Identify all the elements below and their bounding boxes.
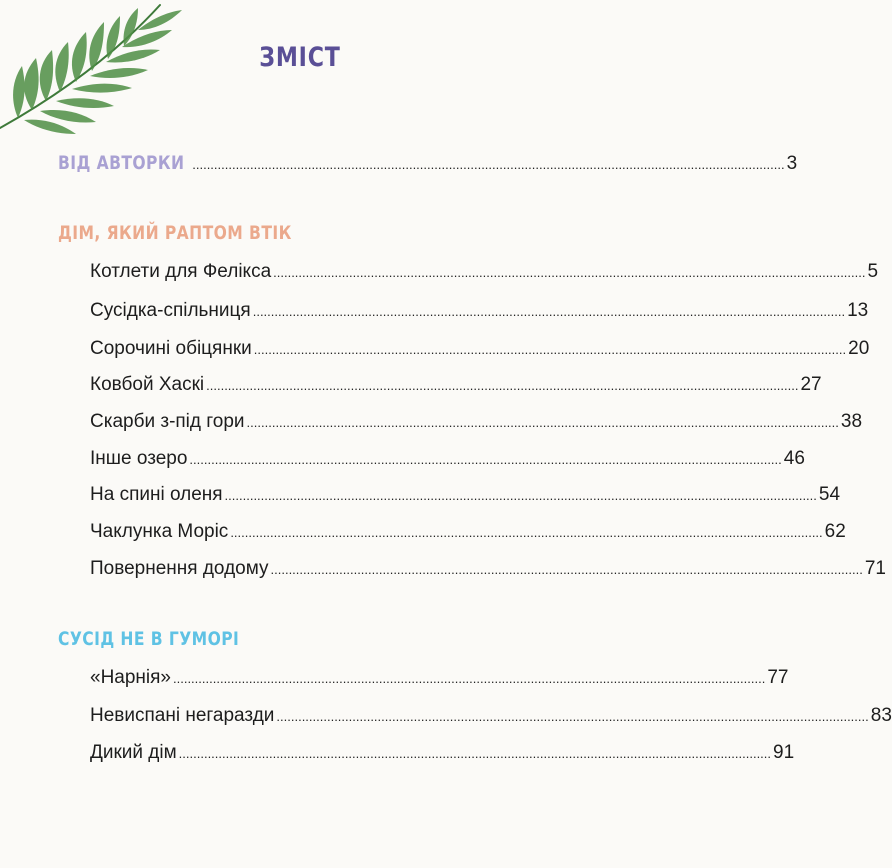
toc-entry[interactable] [90, 336, 870, 362]
entry-page: 27 [800, 374, 822, 395]
entry-label: Невиспані негаразди [90, 705, 275, 726]
entry-page: 20 [848, 338, 870, 359]
entry-page: 83 [870, 705, 892, 726]
toc-entry-intro[interactable] [58, 150, 798, 176]
entry-page: 77 [767, 667, 789, 688]
entry-label: Сорочині обіцянки [90, 338, 252, 359]
toc-entry[interactable] [90, 556, 886, 582]
leader-dots: .................................................................................................................................................................... [224, 488, 817, 503]
toc-entry[interactable] [90, 446, 805, 472]
entry-label: Повернення додому [90, 558, 269, 579]
section-heading-2: СУСІД НЕ В ГУМОРІ [58, 628, 240, 650]
toc-entry[interactable] [90, 665, 789, 691]
leader-dots: .................................................................................................................................................................... [273, 265, 866, 280]
section-heading-1: ДІМ, ЯКИЙ РАПТОМ ВТІК [58, 222, 292, 244]
intro-label: ВІД АВТОРКИ [58, 152, 185, 174]
entry-page: 13 [847, 300, 869, 321]
entry-label: Інше озеро [90, 448, 188, 469]
entry-label: Котлети для Фелікса [90, 261, 272, 282]
leader-dots: .................................................................................................................................................................... [192, 157, 785, 172]
entry-label: Сусідка-спільниця [90, 300, 251, 321]
toc-entry[interactable] [90, 519, 846, 545]
leader-dots: .................................................................................................................................................................... [178, 746, 772, 761]
leader-dots: .................................................................................................................................................................... [253, 342, 847, 357]
entry-page: 46 [783, 448, 805, 469]
toc-entry[interactable] [90, 372, 822, 398]
entry-label: «Нарнія» [90, 667, 171, 688]
intro-page: 3 [786, 153, 798, 174]
entry-page: 91 [773, 742, 795, 763]
toc-entry[interactable] [90, 740, 795, 766]
toc-entry[interactable] [90, 409, 863, 435]
entry-page: 71 [864, 558, 886, 579]
entry-label: На спині оленя [90, 484, 223, 505]
entry-page: 38 [840, 411, 863, 432]
page-title: ЗМІСТ [259, 42, 341, 73]
entry-label: Дикий дім [90, 742, 177, 763]
toc-entry[interactable] [90, 298, 869, 324]
leader-dots: .................................................................................................................................................................... [206, 378, 799, 393]
toc-entry[interactable] [90, 703, 892, 729]
toc-entry[interactable] [90, 259, 879, 285]
leader-dots: .................................................................................................................................................................... [173, 671, 766, 686]
leader-dots: .................................................................................................................................................................... [246, 415, 839, 430]
entry-page: 54 [818, 484, 841, 505]
entry-label: Скарби з-під гори [90, 411, 245, 432]
leader-dots: .................................................................................................................................................................... [230, 525, 823, 540]
toc-entry[interactable] [90, 482, 841, 508]
entry-page: 62 [824, 521, 846, 542]
entry-label: Чаклунка Моріс [90, 521, 229, 542]
leader-dots: .................................................................................................................................................................... [270, 562, 863, 577]
entry-page: 5 [867, 261, 879, 282]
leader-dots: .................................................................................................................................................................... [276, 709, 869, 724]
leader-dots: .................................................................................................................................................................... [189, 452, 782, 467]
entry-label: Ковбой Хаскі [90, 374, 205, 395]
leader-dots: .................................................................................................................................................................... [252, 304, 846, 319]
